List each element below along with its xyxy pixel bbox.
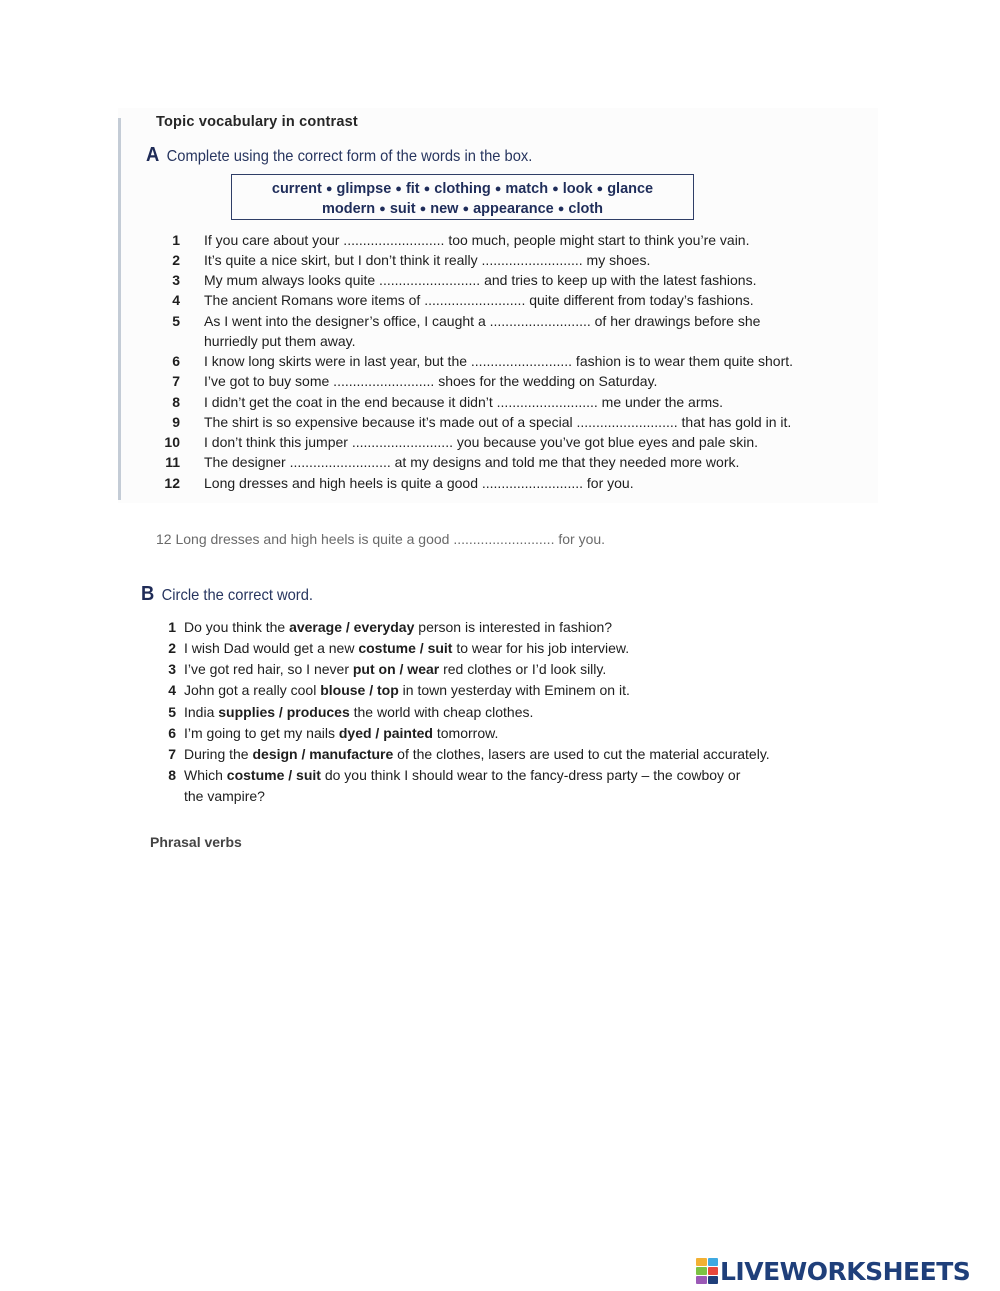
item-sentence: The ancient Romans wore items of .......................... quite different from today’s fashions. [204, 292, 754, 308]
word-box [231, 174, 694, 220]
section-title: Topic vocabulary in contrast [156, 114, 358, 130]
sentence-part: of the clothes, lasers are used to cut the material accurately. [393, 746, 770, 762]
item-number: 4 [168, 682, 176, 698]
bullet-separator: ● [379, 203, 386, 215]
word-choice[interactable]: blouse / top [320, 682, 399, 698]
item-number: 1 [168, 619, 176, 635]
item-number: 5 [168, 704, 176, 720]
item-sentence: I don’t think this jumper .......................... you because you’ve got blue eyes and pale skin. [204, 434, 759, 450]
item-sentence: The designer .......................... at my designs and told me that they needed more work. [204, 454, 740, 470]
item-number: 10 [164, 434, 180, 450]
item-sentence: I didn’t get the coat in the end because it didn’t .......................... me under the arms. [204, 394, 724, 410]
item-number: 4 [172, 292, 180, 308]
item-sentence [184, 680, 630, 700]
item-sentence: It’s quite a nice skirt, but I don’t think it really .......................... my shoes. [204, 252, 651, 268]
bullet-separator: ● [462, 203, 470, 215]
word-choice[interactable]: dyed / painted [338, 725, 433, 741]
item-number: 7 [172, 373, 180, 389]
item-number: 8 [172, 394, 180, 410]
item-number: 2 [172, 252, 180, 268]
word-choice[interactable]: design / manufacture [252, 746, 394, 762]
item-sentence [184, 638, 629, 658]
bullet-separator: ● [557, 203, 565, 215]
logo-icon-block [708, 1258, 719, 1266]
word-box-word: glimpse [336, 181, 392, 197]
bullet-separator: ● [325, 183, 333, 195]
logo-icon-block [696, 1258, 707, 1266]
sentence-part: John got a really cool [184, 682, 321, 698]
sentence-part: the vampire? [184, 788, 265, 804]
item-sentence: I know long skirts were in last year, but the .......................... fashion is to wear them quite short. [204, 353, 794, 369]
sentence-part: red clothes or I’d look silly. [439, 661, 607, 677]
logo-icon-block [708, 1267, 719, 1275]
sentence-part: I’m going to get my nails [184, 725, 339, 741]
sentence-part: I wish Dad would get a new [184, 640, 359, 656]
sentence-part: Do you think the [184, 619, 290, 635]
liveworksheets-logo[interactable] [696, 1255, 970, 1287]
item-sentence: I’ve got to buy some .......................... shoes for the wedding on Saturday. [204, 373, 658, 389]
bullet-separator: ● [423, 183, 431, 195]
bullet-separator: ● [419, 203, 427, 215]
item-sentence [184, 786, 265, 806]
word-box-word: suit [389, 201, 416, 217]
sentence-part: to wear for his job interview. [452, 640, 630, 656]
sentence-part: During the [184, 746, 253, 762]
logo-icon-block [708, 1276, 719, 1284]
item-sentence: My mum always looks quite .......................... and tries to keep up with the latest fashions. [204, 272, 757, 288]
item-sentence: hurriedly put them away. [204, 333, 356, 349]
exercise-b-heading [141, 583, 313, 606]
item-sentence [184, 765, 740, 785]
word-choice[interactable]: put on / wear [352, 661, 440, 677]
word-box-word: clothing [434, 181, 491, 197]
cutoff-heading-text: Phrasal verbs [150, 834, 242, 850]
exercise-a-letter: A [146, 144, 160, 166]
word-box-word: match [505, 181, 549, 197]
sentence-part: India [184, 704, 219, 720]
exercise-b-instruction: Circle the correct word. [161, 587, 313, 604]
item-sentence [184, 659, 606, 679]
item-number: 12 [164, 475, 180, 491]
sentence-part: in town yesterday with Eminem on it. [398, 682, 630, 698]
item-number: 8 [168, 767, 176, 783]
item-sentence: Long dresses and high heels is quite a good .......................... for you. [204, 475, 634, 491]
word-choice[interactable]: costume / suit [358, 640, 453, 656]
sentence-part: tomorrow. [432, 725, 499, 741]
item-number: 5 [172, 313, 180, 329]
bullet-separator: ● [395, 183, 402, 195]
scan-cutoff-heading [150, 834, 260, 850]
word-box-word: look [562, 181, 593, 197]
item-number: 6 [172, 353, 180, 369]
sentence-part: I’ve got red hair, so I never [184, 661, 353, 677]
scan-ghost-line [156, 531, 656, 551]
sentence-part: person is interested in fashion? [414, 619, 613, 635]
word-box-word: fit [405, 181, 420, 197]
item-number: 7 [168, 746, 176, 762]
logo-icon-block [696, 1267, 707, 1275]
sentence-part: the world with cheap clothes. [349, 704, 534, 720]
word-box-word: current [271, 181, 322, 197]
item-sentence: As I went into the designer’s office, I caught a .......................... of her drawings before she [204, 313, 761, 329]
word-choice[interactable]: average / everyday [289, 619, 415, 635]
item-number: 6 [168, 725, 176, 741]
word-box-word: modern [321, 201, 376, 217]
liveworksheets-logo-icon [696, 1258, 718, 1284]
word-box-word: glance [607, 181, 654, 197]
item-sentence: If you care about your .......................... too much, people might start to think you’re vain. [204, 232, 750, 248]
item-sentence [184, 744, 770, 764]
scan-edge-shadow [118, 118, 121, 500]
item-number: 2 [168, 640, 176, 656]
exercise-a-heading [146, 144, 532, 167]
word-box-row-2 [232, 199, 693, 219]
exercise-a-instruction: Complete using the correct form of the words in the box. [166, 148, 533, 165]
exercise-b-letter: B [141, 583, 155, 605]
ghost-line-text: 12 Long dresses and high heels is quite a good .......................... for you. [156, 531, 606, 547]
item-sentence [184, 723, 498, 743]
bullet-separator: ● [494, 183, 502, 195]
sentence-part: do you think I should wear to the fancy-dress party – the cowboy or [320, 767, 741, 783]
word-box-row-1 [232, 179, 693, 199]
sentence-part: Which [184, 767, 227, 783]
item-number: 3 [172, 272, 180, 288]
item-number: 9 [172, 414, 180, 430]
item-number: 1 [172, 232, 180, 248]
item-number: 3 [168, 661, 176, 677]
word-box-word: new [430, 201, 459, 217]
word-choice[interactable]: supplies / produces [218, 704, 350, 720]
logo-icon-block [696, 1276, 707, 1284]
item-sentence [184, 702, 533, 722]
bullet-separator: ● [596, 183, 604, 195]
item-sentence: The shirt is so expensive because it’s made out of a special .......................... that has gold in it. [204, 414, 792, 430]
bullet-separator: ● [552, 183, 559, 195]
word-choice[interactable]: costume / suit [226, 767, 321, 783]
item-sentence [184, 617, 612, 637]
logo-text: LIVEWORKSHEETS [720, 1256, 971, 1286]
word-box-word: cloth [568, 201, 604, 217]
item-number: 11 [165, 454, 180, 470]
word-box-word: appearance [473, 201, 554, 217]
